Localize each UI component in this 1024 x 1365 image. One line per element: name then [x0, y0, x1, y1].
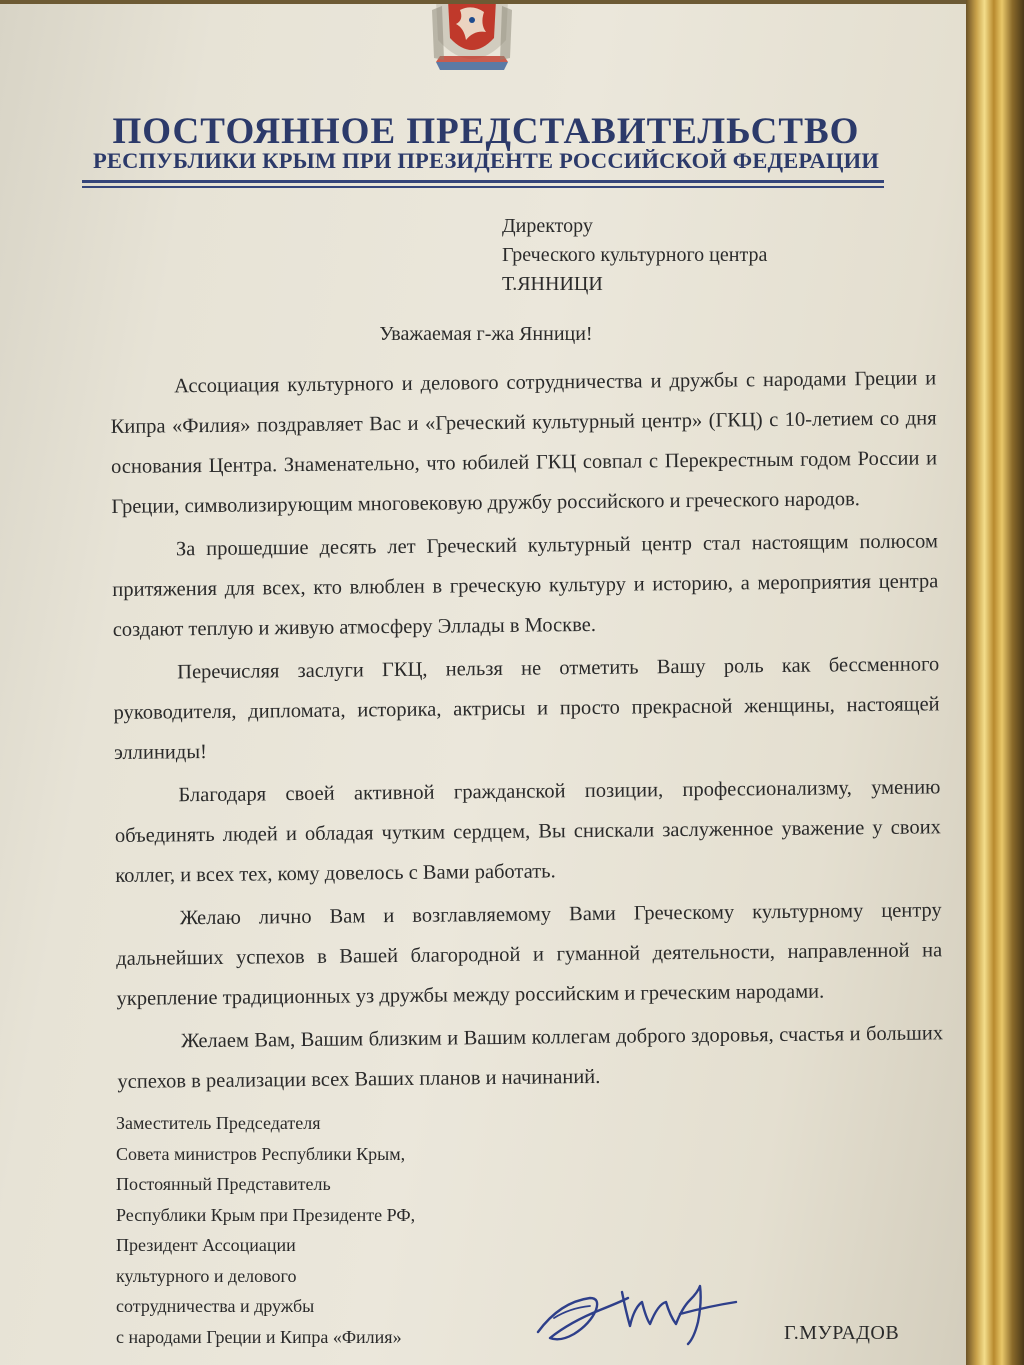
signer-name: Г.МУРАДОВ [784, 1322, 900, 1344]
letter-body [110, 358, 944, 1102]
signer-title-block [116, 1108, 415, 1352]
org-title-line-1: ПОСТОЯННОЕ ПРЕДСТАВИТЕЛЬСТВО [112, 111, 860, 152]
signer-title-line: Республики Крым при Президенте РФ, [116, 1204, 416, 1225]
signer-title-line: Совета министров Республики Крым, [116, 1143, 406, 1164]
signer-title-line: культурного и делового [116, 1265, 297, 1286]
body-paragraph: Перечисляя заслуги ГКЦ, нельзя не отметить Вашу роль как бессменного руководителя, дипломата, историка, актрисы и просто прекрасной женщины, настоящей эллиниды! [113, 653, 940, 764]
frame-top-edge [0, 0, 1024, 4]
header-divider-thin [82, 186, 884, 188]
recipient-block [502, 212, 767, 299]
body-paragraph: За прошедшие десять лет Греческий культурный центр стал настоящим полюсом притяжения для всех, кто влюблен в греческую культуру и историю, а мероприятия центра создают теплую и живую атмосферу Эллады в Москве. [112, 530, 939, 641]
signer-title-line: Заместитель Председателя [116, 1113, 321, 1133]
gold-frame-edge [966, 0, 1024, 1365]
signer-title-line: сотрудничества и дружбы [116, 1296, 315, 1316]
handwritten-signature [530, 1262, 760, 1352]
body-paragraph: Благодаря своей активной гражданской позиции, профессионализму, умению объединять людей и обладая чутким сердцем, Вы снискали заслуженное уважение у своих коллег, и всех тех, кому довелось с Вами работать. [114, 776, 941, 887]
recipient-line: Директору [502, 215, 593, 237]
signer-title-line: Президент Ассоциации [116, 1235, 296, 1255]
signer-title-line: Постоянный Представитель [116, 1174, 331, 1194]
body-paragraph: Желаем Вам, Вашим близким и Вашим коллегам доброго здоровья, счастья и больших успехов в реализации всех Ваших планов и начинаний. [117, 1022, 944, 1093]
recipient-name: Т.ЯННИЦИ [502, 273, 603, 295]
body-paragraph: Ассоциация культурного и делового сотрудничества и дружбы с народами Греции и Кипра «Филия» поздравляет Вас и «Греческий культурный центр» (ГКЦ) с 10-летием со дня основания Центра. Знаменательно, что юбилей ГКЦ совпал с Перекрестным годом России и Греции, символизирующим многовековую дружбу российского и греческого народов. [110, 367, 938, 518]
salutation: Уважаемая г-жа Янници! [379, 323, 593, 345]
signer-title-line: с народами Греции и Кипра «Филия» [116, 1326, 402, 1347]
org-title-line-2: РЕСПУБЛИКИ КРЫМ ПРИ ПРЕЗИДЕНТЕ РОССИЙСКОЙ ФЕДЕРАЦИИ [92, 148, 880, 173]
header-divider-thick [82, 180, 884, 183]
recipient-line: Греческого культурного центра [502, 244, 768, 266]
body-paragraph: Желаю лично Вам и возглавляемому Вами Греческому культурному центру дальнейших успехов в Вашей благородной и гуманной деятельности, направленной на укрепление традиционных уз дружбы между российским и греческим народами. [116, 899, 943, 1010]
crimea-coat-of-arms-icon [430, 0, 514, 74]
